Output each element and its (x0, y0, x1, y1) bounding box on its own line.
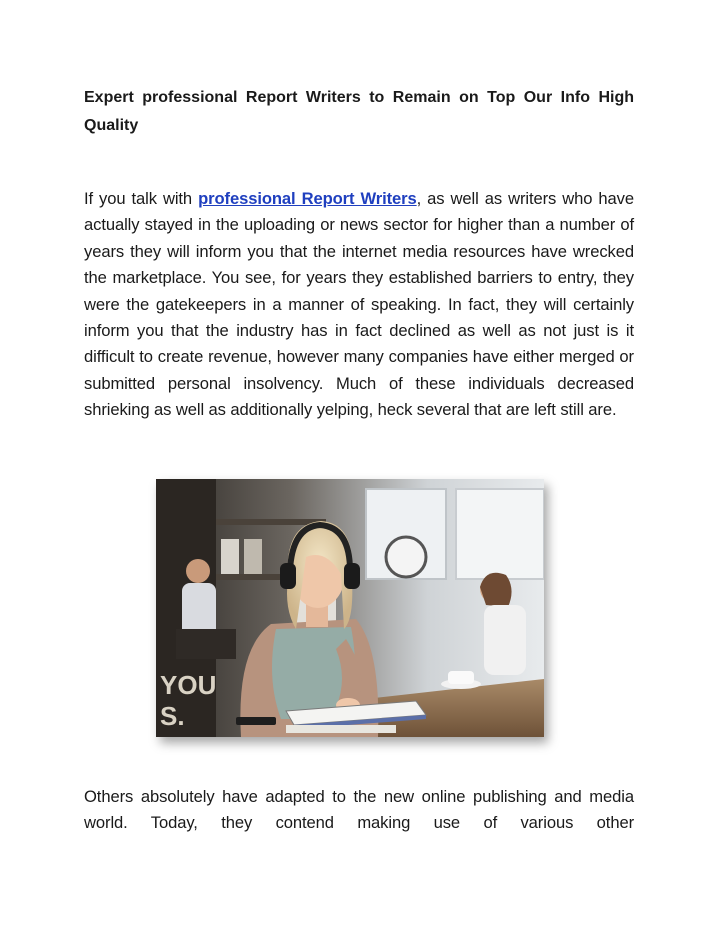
wall-text-line2: S. (160, 701, 185, 731)
wall-text-line1: YOU (160, 670, 217, 700)
cafe-photo-illustration (156, 479, 544, 737)
paragraph-intro-body: , as well as writers who have actually stayed in the uploading or news sector for higher than a number of years they will inform you that the internet media resources have wrecked the marketplace. You see, for years they established barriers to entry, they were the gatekeepers in a manner of speaking. In fact, they will certainly inform you that the industry has in fact declined as well as not just is it difficult to create revenue, however many companies have either merged or submitted personal insolvency. Much of these individuals decreased shrieking as well as additionally yelping, heck several that are left still are. (84, 189, 634, 420)
document-title: Expert professional Report Writers to Remain on Top Our Info High Quality (84, 89, 634, 134)
cafe-photo (156, 479, 544, 737)
paragraph-adapted: Others absolutely have adapted to the new online publishing and media world. Today, they contend making use of various other (84, 787, 634, 833)
professional-report-writers-link[interactable]: professional Report Writers (198, 189, 417, 208)
paragraph-intro (84, 186, 634, 424)
paragraph-intro-lead: If you talk with (84, 189, 199, 208)
